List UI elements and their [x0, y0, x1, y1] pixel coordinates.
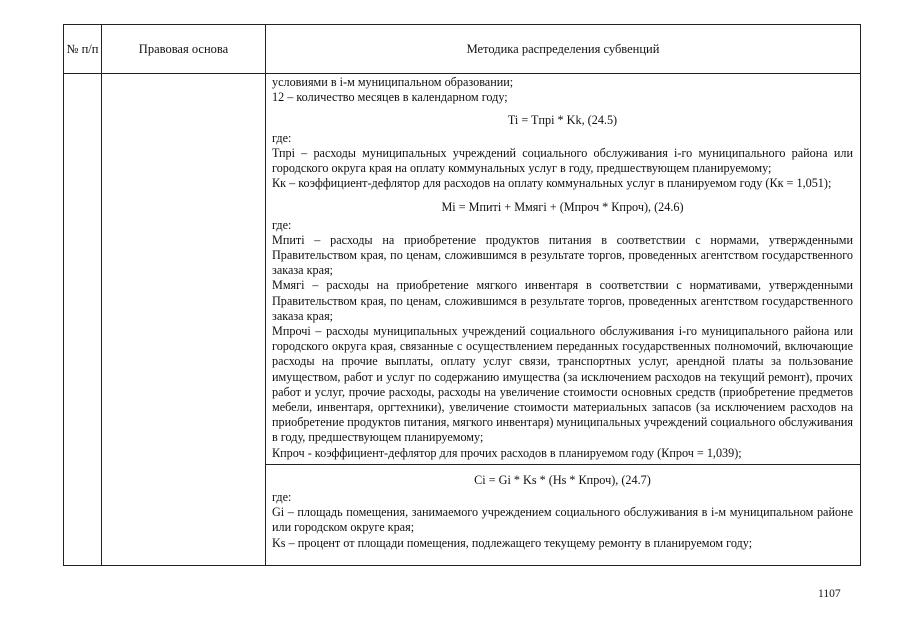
header-legal-basis: Правовая основа — [138, 42, 229, 56]
header-row-number: № п/п — [66, 42, 99, 56]
page-number: 1107 — [818, 588, 841, 600]
paragraph: Мпиті – расходы на приобретение продуктов питания в соответствии с нормами, утвержденными Правительством края, по ценам, сложившимся в результате торгов, проведенных агентством государственного заказа края; — [272, 232, 853, 278]
text-line: где: — [272, 130, 292, 145]
column-divider — [265, 25, 266, 565]
methodology-text — [272, 75, 853, 551]
paragraph: Мпрочі – расходы муниципальных учреждений социального обслуживания i-го муниципального района или городского округа края, связанные с осуществлением переданных государственных полномочий, включающие расходы на прочие выплаты, оплату услуг связи, транспортных услуг, арендной платы за пользование имуществом, работ и услуг по содержанию имущества (за исключением расходов на текущий ремонт), прочих работ и услуг, прочие расходы, расходы на увеличение стоимости основных средств (приобретение предметов мебели, инвентаря, оргтехники), увеличение стоимости материальных запасов (за исключением расходов на приобретение продуктов питания, мягкого инвентаря) муниципальных учреждений социального обслуживания в году, предшествующем планируемому; — [272, 324, 853, 445]
formula-24-7: Сi = Gi * Ks * (Hs * Кпроч), (24.7) — [474, 472, 651, 487]
paragraph: Gi – площадь помещения, занимаемого учреждением социального обслуживания в i-м муниципальном районе или городском округе края; — [272, 505, 853, 535]
text-line: 12 – количество месяцев в календарном году; — [272, 90, 508, 105]
paragraph: Ks – процент от площади помещения, подлежащего текущему ремонту в планируемом году; — [272, 535, 753, 550]
paragraph: Тпрi – расходы муниципальных учреждений социального обслуживания i-го муниципального района или городского округа края на оплату коммунальных услуг в году, предшествующем планируемому; — [272, 145, 853, 176]
text-line: где: — [272, 490, 292, 505]
formula-24-6: Мi = Мпиті + Ммягі + (Мпроч * Кпроч), (24.6) — [441, 200, 684, 215]
text-line: где: — [272, 217, 292, 232]
header-divider — [64, 73, 860, 74]
formula-24-5: Ti = Tпрi * Kk, (24.5) — [507, 113, 618, 128]
methodology-table — [63, 24, 861, 566]
column-divider — [101, 25, 102, 565]
text-line: условиями в i-м муниципальном образовании; — [272, 75, 514, 89]
header-methodology: Методика распределения субвенций — [466, 42, 660, 56]
paragraph: Кк – коэффициент-дефлятор для расходов на оплату коммунальных услуг в планируемом году (Кк = 1,051); — [272, 176, 832, 191]
paragraph: Кпроч - коэффициент-дефлятор для прочих расходов в планируемом году (Кпроч = 1,039); — [272, 445, 742, 460]
paragraph: Ммягі – расходы на приобретение мягкого инвентаря в соответствии с нормативами, утвержденными Правительством края, по ценам, сложившимся в результате торгов, проведенных агентством государственного заказа края; — [272, 278, 853, 323]
row-divider — [265, 464, 860, 465]
